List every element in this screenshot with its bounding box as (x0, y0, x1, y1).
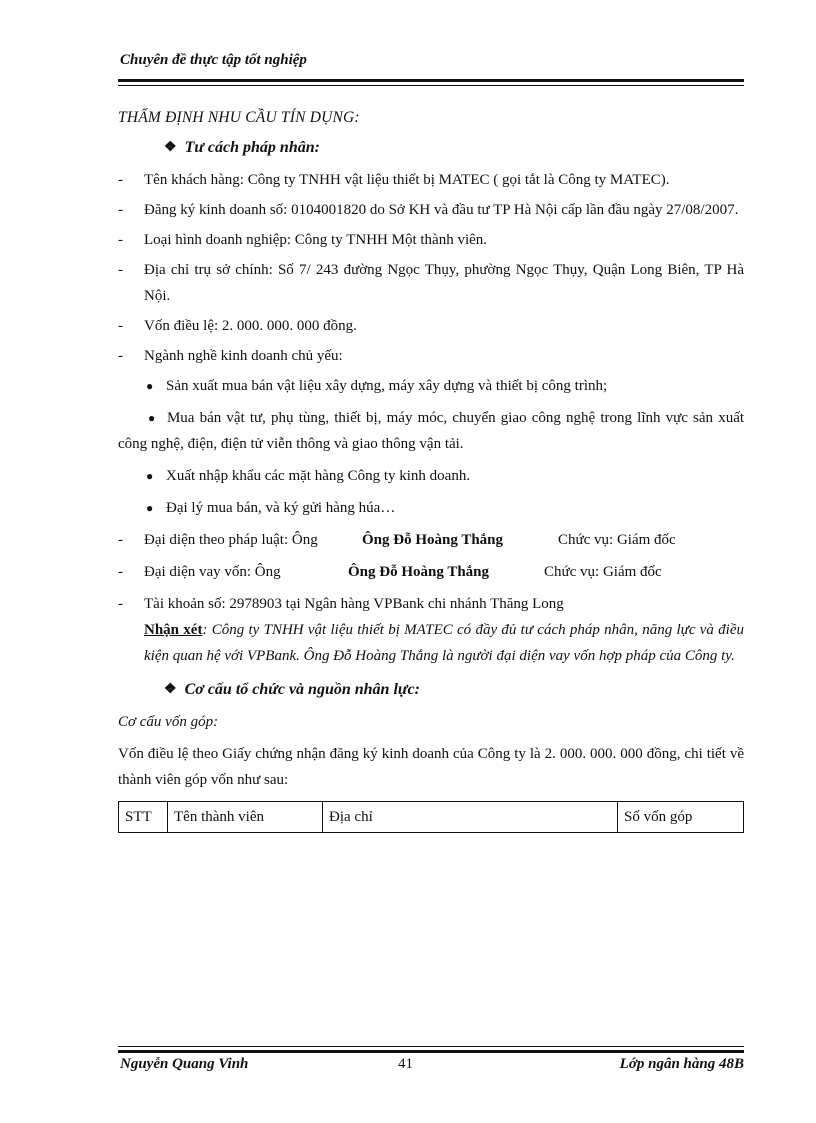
remark-paragraph (144, 617, 744, 669)
list-item-registration (118, 197, 744, 223)
list-item-text: Địa chỉ trụ sở chính: Số 7/ 243 đường Ngọc Thụy, phường Ngọc Thụy, Quận Long Biên, TP Hà Nội. (144, 262, 744, 304)
loan-representative-row (118, 559, 744, 585)
loan-rep-label: Đại diện vay vốn: Ông (144, 564, 281, 580)
business-line-content: Mua bán vật tư, phụ tùng, thiết bị, máy móc, chuyển giao công nghệ trong lĩnh vực sản xuất công nghệ, điện, điện tử viễn thông và giao thông vận tải. (118, 410, 745, 452)
table-header-member-name: Tên thành viên (168, 802, 323, 833)
dash-bullet: - (118, 202, 123, 218)
business-line-item (144, 495, 744, 521)
table-header-stt: STT (119, 802, 168, 833)
page-number: 41 (398, 1056, 413, 1072)
legal-rep-name: Ông Đỗ Hoàng Thắng (362, 532, 504, 548)
legal-rep-position: Chức vụ: Giám đốc (558, 532, 676, 548)
header-title: Chuyên đề thực tập tốt nghiệp (120, 52, 307, 68)
list-item-text: Đăng ký kinh doanh số: 0104001820 do Sở KH và đầu tư TP Hà Nội cấp lần đầu ngày 27/08/2007. (144, 202, 739, 218)
list-item-text: Tài khoản số: 2978903 tại Ngân hàng VPBank chi nhánh Thăng Long (144, 596, 564, 612)
round-bullet-icon: ● (146, 501, 154, 515)
diamond-bullet-icon: ❖ (164, 140, 177, 155)
document-body (118, 105, 744, 833)
business-line-item (144, 463, 744, 489)
dash-bullet: - (118, 532, 123, 548)
remark-label: Nhận xét (144, 622, 203, 638)
business-line-text: Đại lý mua bán, và ký gửi hàng húa… (166, 500, 396, 516)
dash-bullet: - (118, 172, 123, 188)
list-item-address (118, 257, 744, 309)
legal-status-heading (164, 135, 744, 161)
loan-rep-name: Ông Đỗ Hoàng Thắng (348, 564, 490, 580)
dash-bullet: - (118, 262, 123, 278)
footer-class-name: Lớp ngân hàng 48B (619, 1056, 744, 1072)
business-line-text: Sản xuất mua bán vật liệu xây dựng, máy xây dựng và thiết bị công trình; (166, 378, 608, 394)
dash-bullet: - (118, 564, 123, 580)
legal-rep-label: Đại diện theo pháp luật: Ông (144, 532, 318, 548)
loan-rep-position: Chức vụ: Giám đốc (544, 564, 662, 580)
round-bullet-icon: ● (148, 411, 157, 425)
list-item-account (118, 591, 744, 617)
list-item-text: Vốn điều lệ: 2. 000. 000. 000 đồng. (144, 318, 357, 334)
round-bullet-icon: ● (146, 379, 154, 393)
round-bullet-icon: ● (146, 469, 154, 483)
members-table (118, 801, 744, 833)
header-rule-thin (118, 85, 744, 86)
dash-bullet: - (118, 318, 123, 334)
remark-text: : Công ty TNHH vật liệu thiết bị MATEC có đầy đủ tư cách pháp nhân, năng lực và điều kiện quan hệ với VPBank. Ông Đỗ Hoàng Thắng là người đại diện vay vốn hợp pháp của Công ty. (144, 622, 745, 664)
business-line-text (118, 405, 744, 457)
capital-paragraph: Vốn điều lệ theo Giấy chứng nhận đăng ký kinh doanh của Công ty là 2. 000. 000. 000 đồng, chi tiết về thành viên góp vốn như sau: (118, 746, 744, 788)
list-item-business-lines (118, 343, 744, 369)
business-line-item (144, 373, 744, 399)
dash-bullet: - (118, 348, 123, 364)
list-item-customer-name (118, 167, 744, 193)
table-header-capital: Số vốn góp (618, 802, 744, 833)
table-header-address: Địa chỉ (323, 802, 618, 833)
table-header-row (119, 802, 744, 833)
footer-rule-thin (118, 1046, 744, 1047)
list-item-text: Loại hình doanh nghiệp: Công ty TNHH Một thành viên. (144, 232, 488, 248)
capital-structure-subtitle: Cơ cấu vốn góp: (118, 714, 219, 730)
footer-author: Nguyễn Quang Vinh (120, 1056, 249, 1072)
legal-status-heading-text: Tư cách pháp nhân: (184, 139, 320, 156)
list-item-company-type (118, 227, 744, 253)
legal-representative-row (118, 527, 744, 553)
header-rule-thick (118, 79, 744, 82)
list-item-text: Ngành nghề kinh doanh chủ yếu: (144, 348, 343, 364)
list-item-text: Tên khách hàng: Công ty TNHH vật liệu thiết bị MATEC ( gọi tắt là Công ty MATEC). (144, 172, 670, 188)
organization-heading (164, 677, 744, 703)
business-line-item (118, 405, 744, 457)
organization-heading-text: Cơ cấu tổ chức và nguồn nhân lực: (184, 681, 420, 698)
business-line-text: Xuất nhập khẩu các mặt hàng Công ty kinh doanh. (166, 468, 471, 484)
list-item-charter-capital (118, 313, 744, 339)
dash-bullet: - (118, 596, 123, 612)
dash-bullet: - (118, 232, 123, 248)
section-title: THẨM ĐỊNH NHU CẦU TÍN DỤNG: (118, 109, 360, 126)
diamond-bullet-icon: ❖ (164, 682, 177, 697)
footer-rule-thick (118, 1050, 744, 1053)
